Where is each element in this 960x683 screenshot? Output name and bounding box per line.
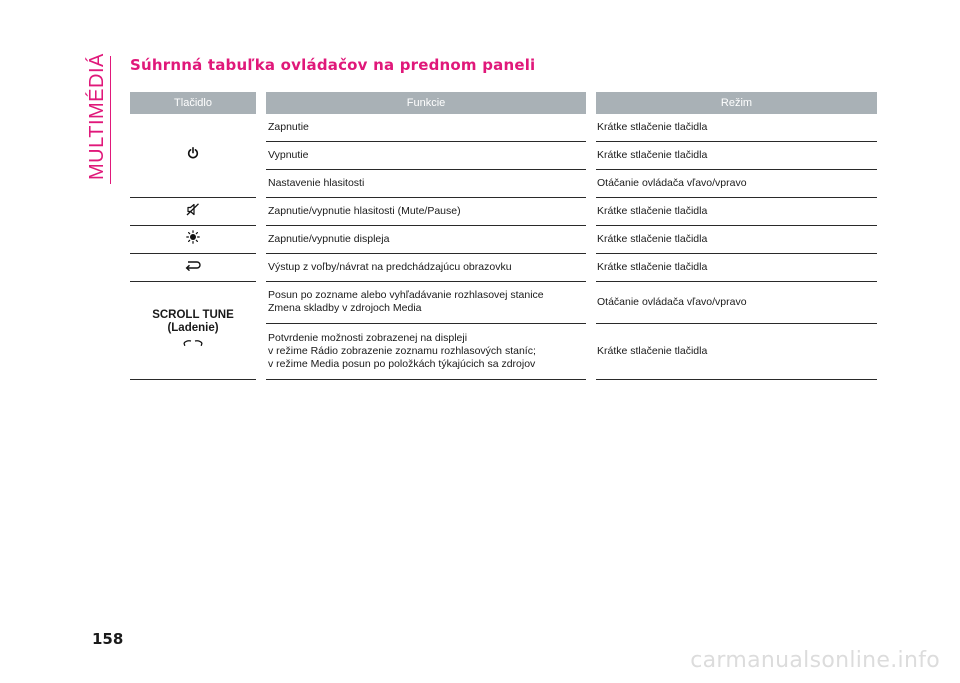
table-row	[130, 197, 877, 225]
button-cell-back	[130, 253, 256, 281]
header-function: Funkcie	[266, 92, 586, 114]
scroll-tune-sublabel: (Ladenie)	[167, 322, 219, 334]
section-label: MULTIMÉDIÁ	[86, 53, 108, 180]
function-cell: Výstup z voľby/návrat na predchádzajúcu obrazovku	[266, 253, 586, 281]
function-cell: Zapnutie/vypnutie displeja	[266, 225, 586, 253]
mute-icon	[186, 203, 200, 220]
table-row	[130, 253, 877, 281]
page-number: 158	[92, 630, 124, 648]
table-row	[130, 281, 877, 323]
mode-cell: Krátke stlačenie tlačidla	[596, 114, 877, 141]
function-cell: Posun po zozname alebo vyhľadávanie rozhlasovej stanice Zmena skladby v zdrojoch Media	[266, 281, 586, 323]
mode-cell: Krátke stlačenie tlačidla	[596, 141, 877, 169]
header-button: Tlačidlo	[130, 92, 256, 114]
back-arrow-icon	[185, 260, 201, 275]
watermark: carmanualsonline.info	[690, 648, 940, 673]
function-cell: Vypnutie	[266, 141, 586, 169]
button-cell-mute	[130, 197, 256, 225]
table-row	[130, 225, 877, 253]
rotary-knob-icon	[183, 338, 203, 351]
mode-cell: Krátke stlačenie tlačidla	[596, 253, 877, 281]
scroll-tune-label: SCROLL TUNE	[152, 309, 234, 321]
mode-cell: Otáčanie ovládača vľavo/vpravo	[596, 169, 877, 197]
section-divider	[110, 56, 111, 184]
display-brightness-icon	[186, 230, 200, 248]
button-cell-scroll-tune	[130, 281, 256, 379]
mode-cell: Krátke stlačenie tlačidla	[596, 225, 877, 253]
power-icon	[187, 147, 199, 163]
mode-cell: Krátke stlačenie tlačidla	[596, 197, 877, 225]
table-header-row	[130, 92, 877, 114]
function-cell: Nastavenie hlasitosti	[266, 169, 586, 197]
header-mode: Režim	[596, 92, 877, 114]
page-title: Súhrnná tabuľka ovládačov na prednom paneli	[130, 56, 536, 74]
button-cell-power	[130, 114, 256, 197]
controls-summary-table	[130, 92, 877, 380]
button-cell-display	[130, 225, 256, 253]
function-cell: Potvrdenie možnosti zobrazenej na displeji v režime Rádio zobrazenie zoznamu rozhlasových staníc; v režime Media posun po položkách týkajúcich sa zdrojov	[266, 323, 586, 379]
mode-cell: Otáčanie ovládača vľavo/vpravo	[596, 281, 877, 323]
function-cell: Zapnutie	[266, 114, 586, 141]
table-row	[130, 114, 877, 141]
mode-cell: Krátke stlačenie tlačidla	[596, 323, 877, 379]
function-cell: Zapnutie/vypnutie hlasitosti (Mute/Pause)	[266, 197, 586, 225]
